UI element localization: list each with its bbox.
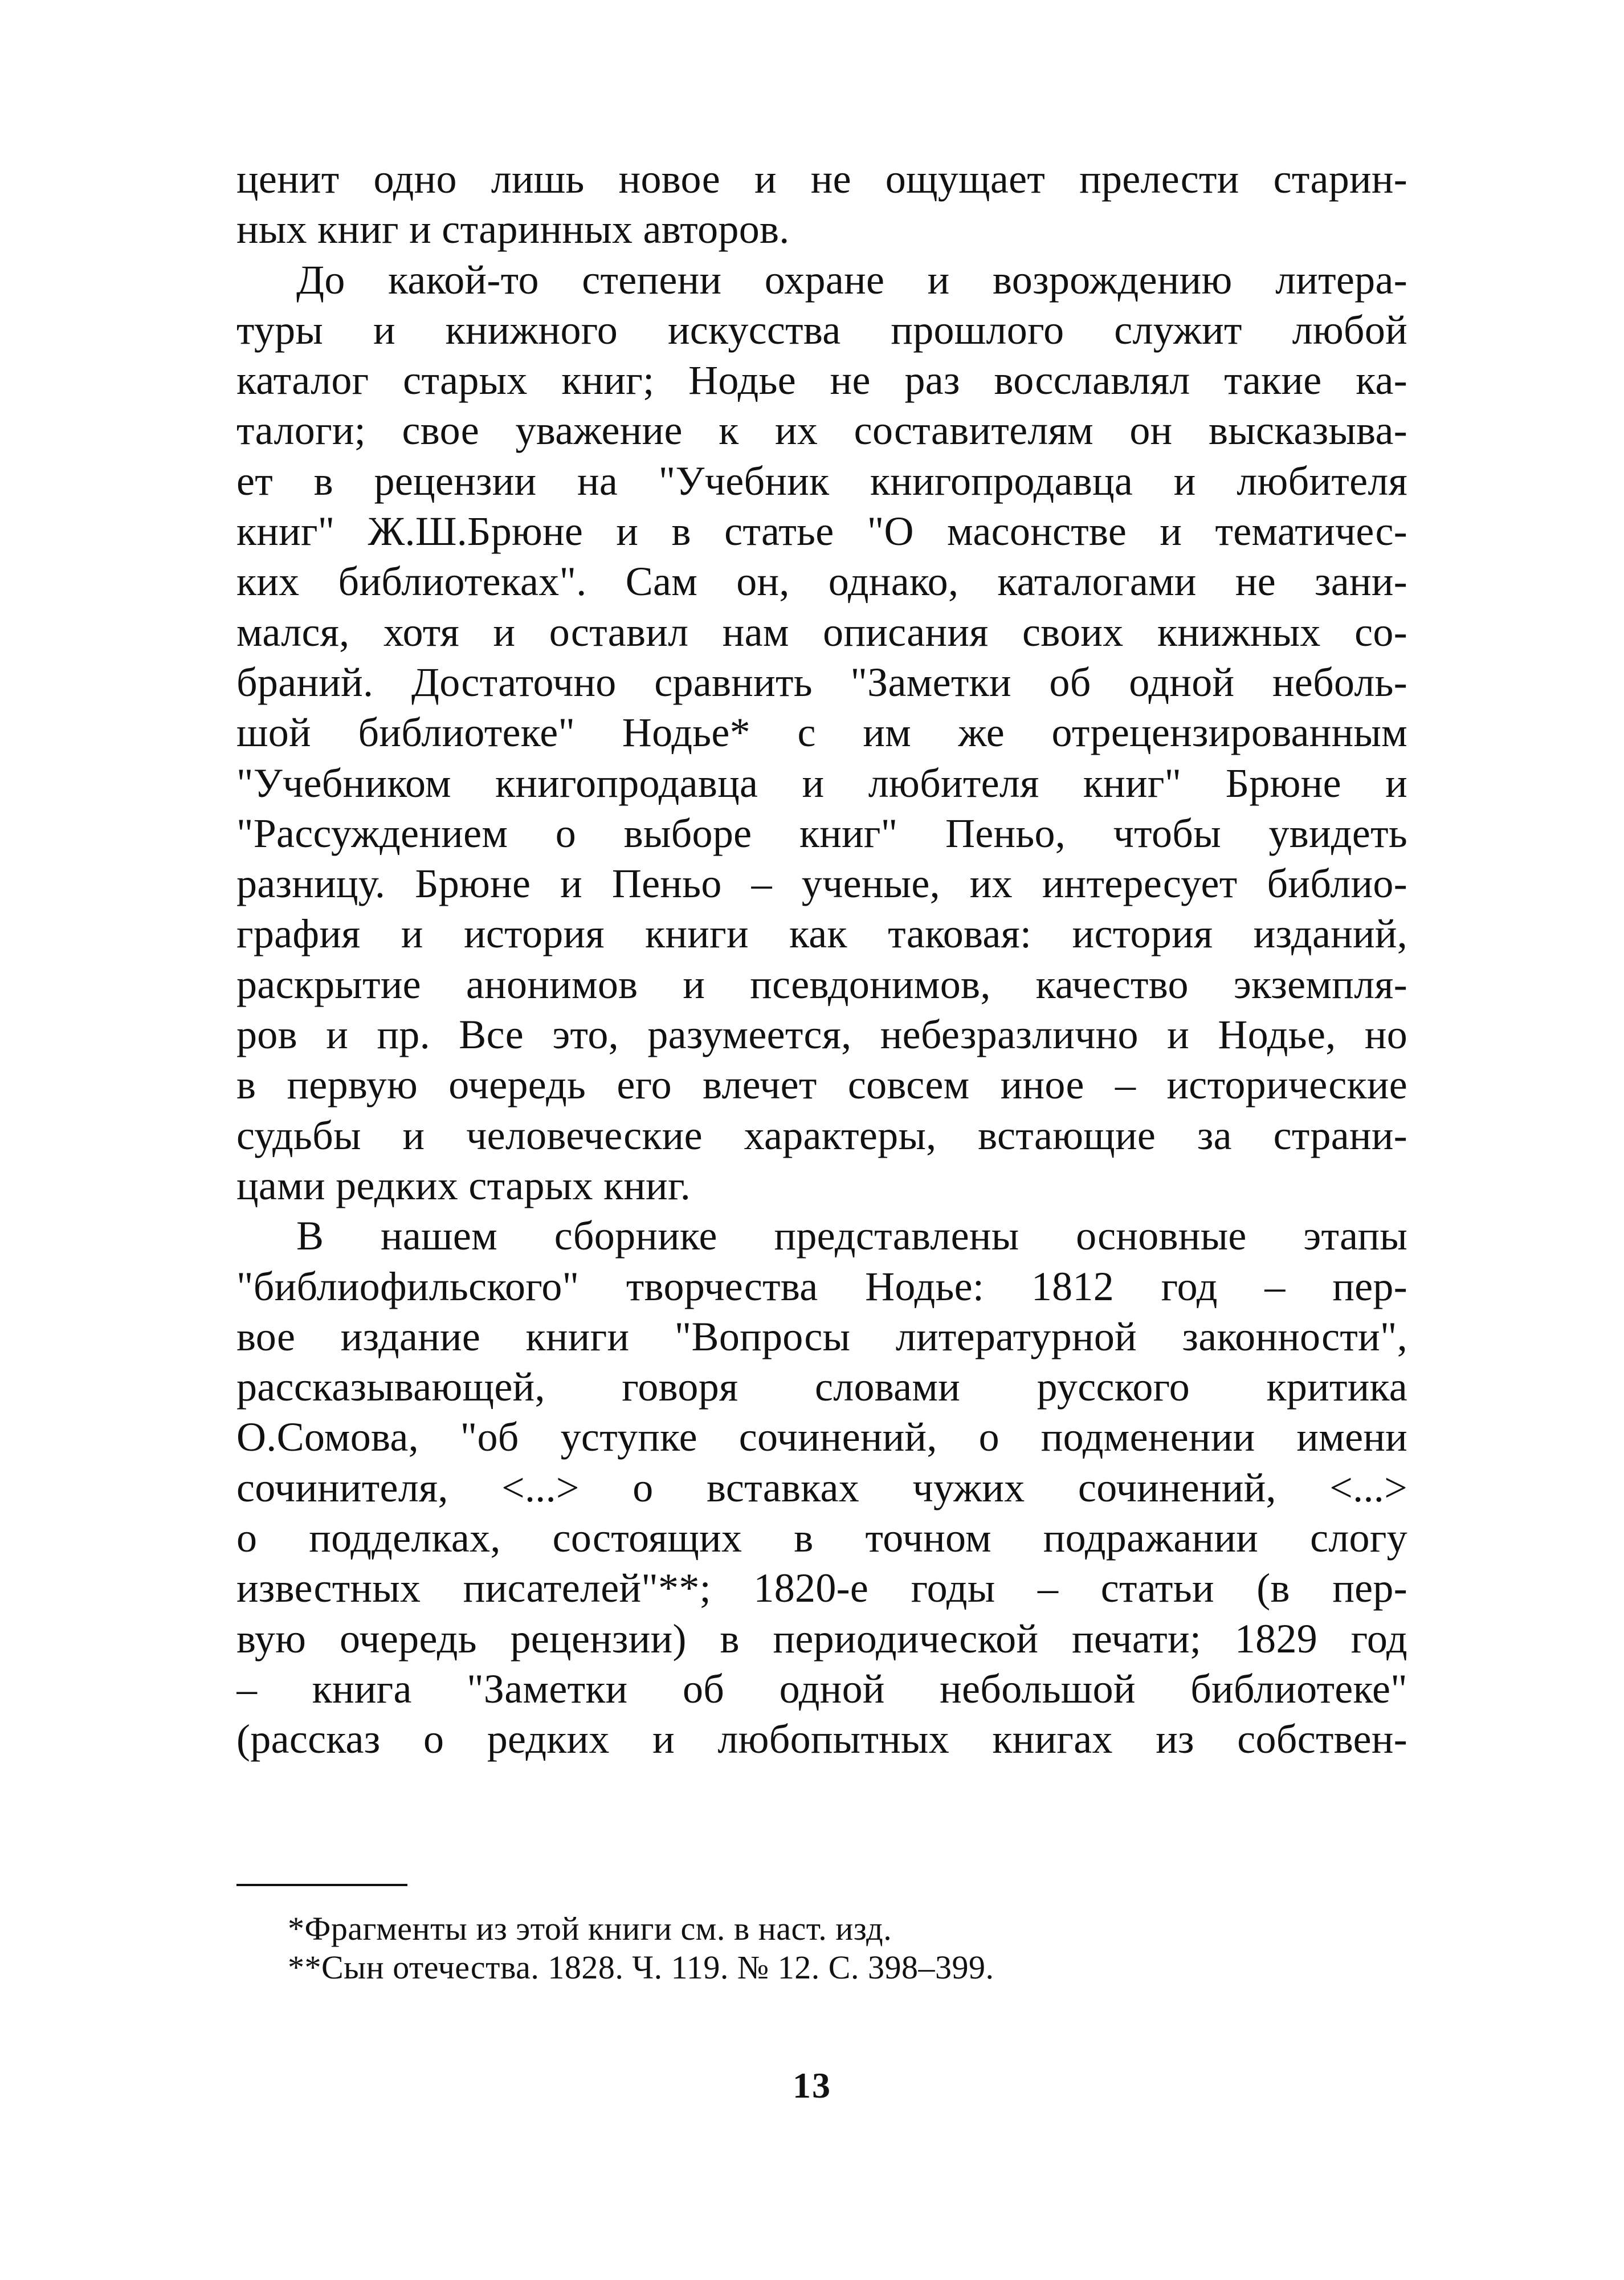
text-line: туры и книжного искусства прошлого служит любой (236, 307, 1407, 353)
text-line: ет в рецензии на "Учебник книгопродавца и любителя (236, 458, 1407, 504)
text-line: рассказывающей, говоря словами русского критика (236, 1364, 1407, 1410)
text-line: ких библиотеках". Сам он, однако, каталогами не зани- (236, 559, 1407, 605)
text-line: шой библиотеке" Нодье* с им же отрецензированным (236, 710, 1407, 756)
text-line: вую очередь рецензии) в периодической печати; 1829 год (236, 1615, 1407, 1662)
text-line: ценит одно лишь новое и не ощущает прелести старин- (236, 156, 1407, 202)
text-line: (рассказ о редких и любопытных книгах из собствен- (236, 1716, 1407, 1762)
text-line: ров и пр. Все это, разумеется, небезразлично и Нодье, но (236, 1012, 1407, 1058)
text-line: мался, хотя и оставил нам описания своих книжных со- (236, 609, 1407, 655)
text-line: ных книг и старинных авторов. (236, 206, 790, 253)
text-line: раскрытие анонимов и псевдонимов, качество экземпля- (236, 961, 1407, 1007)
footnote: **Сын отечества. 1828. Ч. 119. № 12. С. 398–399. (288, 1949, 994, 1986)
text-line: "библиофильского" творчества Нодье: 1812 год – пер- (236, 1263, 1407, 1309)
text-line: В нашем сборнике представлены основные этапы (296, 1213, 1407, 1259)
text-line: сочинителя, <...> о вставках чужих сочинений, <...> (236, 1464, 1407, 1510)
text-line: До какой-то степени охране и возрождению литера- (296, 256, 1407, 303)
text-line: каталог старых книг; Нодье не раз восславлял такие ка- (236, 357, 1407, 404)
footnote: *Фрагменты из этой книги см. в наст. изд. (288, 1910, 892, 1947)
text-line: известных писателей"**; 1820-е годы – статьи (в пер- (236, 1565, 1407, 1611)
text-line: "Учебником книгопродавца и любителя книг" Брюне и (236, 760, 1407, 806)
text-line: браний. Достаточно сравнить "Заметки об одной неболь- (236, 659, 1407, 705)
footnotes (288, 1909, 1313, 1987)
text-line: разницу. Брюне и Пеньо – ученые, их интересует библио- (236, 861, 1407, 907)
text-line: в первую очередь его влечет совсем иное – исторические (236, 1062, 1407, 1108)
text-line: – книга "Заметки об одной небольшой библиотеке" (236, 1666, 1407, 1712)
body-text (236, 154, 1407, 1765)
text-line: графия и история книги как таковая: история изданий, (236, 911, 1407, 957)
text-line: О.Сомова, "об уступке сочинений, о подменении имени (236, 1414, 1407, 1460)
text-line: вое издание книги "Вопросы литературной законности", (236, 1313, 1407, 1359)
text-line: "Рассуждением о выборе книг" Пеньо, чтобы увидеть (236, 810, 1407, 856)
page-number: 13 (793, 2065, 831, 2106)
text-line: судьбы и человеческие характеры, встающие за страни- (236, 1112, 1407, 1158)
text-line: цами редких старых книг. (236, 1162, 691, 1208)
text-line: талоги; свое уважение к их составителям он высказыва- (236, 408, 1407, 454)
footnote-separator (236, 1884, 407, 1886)
text-line: книг" Ж.Ш.Брюне и в статье "О масонстве и тематичес- (236, 508, 1407, 555)
text-line: о подделках, состоящих в точном подражании слогу (236, 1515, 1407, 1561)
